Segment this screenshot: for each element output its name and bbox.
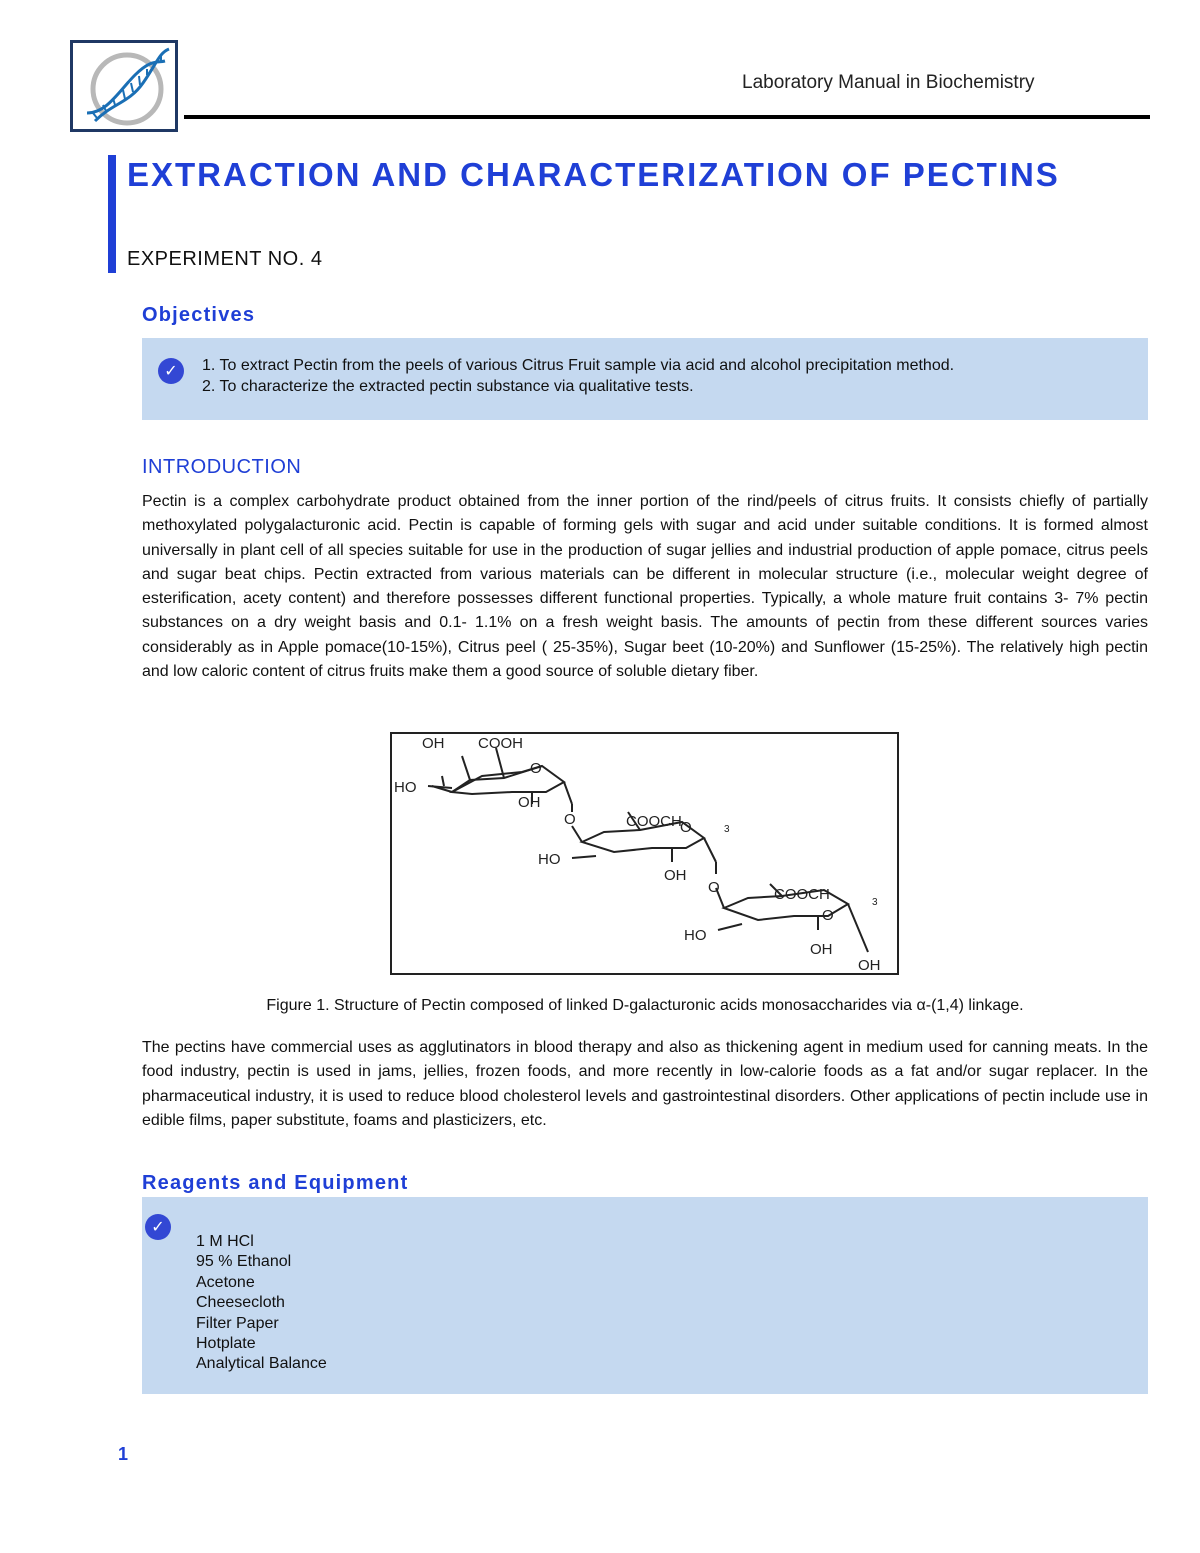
label-oh: OH <box>810 941 833 958</box>
objectives-heading: Objectives <box>142 304 256 326</box>
label-linkage-oxygen: O <box>564 811 576 828</box>
reagent-item: Analytical Balance <box>196 1355 327 1373</box>
label-ring-oxygen: O <box>822 907 834 924</box>
reagent-item: 95 % Ethanol <box>196 1253 292 1271</box>
dna-helix-icon <box>73 43 175 129</box>
uses-paragraph: The pectins have commercial uses as agglutinators in blood therapy and also as thickening agent in medium used for canning meats. In the food industry, pectin is used in jams, jellies, frozen foods, and more recently in low-calorie foods as a fat and/or sugar replacer. In the pharmaceutical industry, it is used to reduce blood cholesterol levels and gastrointestinal disorders. Other applications of pectin include use in edible films, paper substitute, foams and plasticizers, etc. <box>142 1039 1148 1129</box>
label-oh: OH <box>518 794 541 811</box>
label-linkage-oxygen: O <box>708 879 720 896</box>
reagents-list <box>196 1232 327 1375</box>
pectin-structure-diagram <box>392 734 897 973</box>
check-circle-icon: ✓ <box>158 358 184 384</box>
page-number: 1 <box>118 1444 129 1464</box>
label-oh: OH <box>858 957 881 973</box>
label-ho: HO <box>394 779 417 796</box>
pectin-structure-figure <box>390 732 899 975</box>
label-ho: HO <box>538 851 561 868</box>
header-title: Laboratory Manual in Biochemistry <box>742 72 1035 93</box>
label-ring-oxygen: O <box>530 760 542 777</box>
reagent-item: Acetone <box>196 1273 255 1291</box>
label-ho: HO <box>684 927 707 944</box>
reagent-item: 1 M HCl <box>196 1233 254 1250</box>
reagents-heading: Reagents and Equipment <box>142 1172 409 1194</box>
introduction-paragraph: Pectin is a complex carbohydrate product obtained from the inner portion of the rind/peels of citrus fruits. It consists chiefly of partially methoxylated polygalacturonic acid. Pectin is capable of forming gels with sugar and acid under suitable conditions. It is formed almost universally in plant cell of all species suitable for use in the production of sugar jellies and industrial production of apple pomace, citrus peels and sugar beat chips. Pectin extracted from various materials can be different in molecular structure (i.e., molecular weight degree of esterification, acety content) and therefore possesses different functional properties. Typically, a whole mature fruit contains 3- 7% pectin substances on a dry weight basis and 0.1- 1.1% on a fresh weight basis. The amounts of pectin from these different sources varies considerably as in Apple pomace(10-15%), Citrus peel ( 25-35%), Sugar beet (10-20%) and Sunflower (15-25%). The relatively high pectin and low caloric content of citrus fruits make them a good source of soluble dietary fiber. <box>142 493 1148 681</box>
reagents-box <box>142 1197 1148 1394</box>
dna-logo <box>70 40 178 132</box>
title-accent-bar <box>108 155 116 273</box>
objectives-box <box>142 338 1148 420</box>
check-circle-icon: ✓ <box>145 1214 171 1240</box>
label-oh: OH <box>664 867 687 884</box>
label-subscript-3: 3 <box>724 824 730 835</box>
label-cooh: COOH <box>478 735 523 752</box>
introduction-heading: INTRODUCTION <box>142 456 302 478</box>
document-title: EXTRACTION AND CHARACTERIZATION OF PECTINS <box>127 156 1060 193</box>
label-ring-oxygen: O <box>680 819 692 836</box>
figure-caption: Figure 1. Structure of Pectin composed of linked D-galacturonic acids monosaccharides via α-(1,4) linkage. <box>266 997 1024 1014</box>
objectives-list <box>202 355 954 397</box>
reagent-item: Filter Paper <box>196 1314 279 1332</box>
objective-item: 2. To characterize the extracted pectin substance via qualitative tests. <box>202 378 694 395</box>
header-rule <box>184 115 1150 119</box>
reagent-item: Hotplate <box>196 1335 256 1353</box>
reagent-item: Cheesecloth <box>196 1294 285 1312</box>
label-cooch3: COOCH <box>774 886 830 903</box>
label-oh: OH <box>422 735 445 752</box>
label-subscript-3: 3 <box>872 897 878 908</box>
label-cooch3: COOCH <box>626 813 682 830</box>
objective-item: 1. To extract Pectin from the peels of various Citrus Fruit sample via acid and alcohol precipitation method. <box>202 357 955 374</box>
experiment-number: EXPERIMENT NO. 4 <box>127 248 323 270</box>
